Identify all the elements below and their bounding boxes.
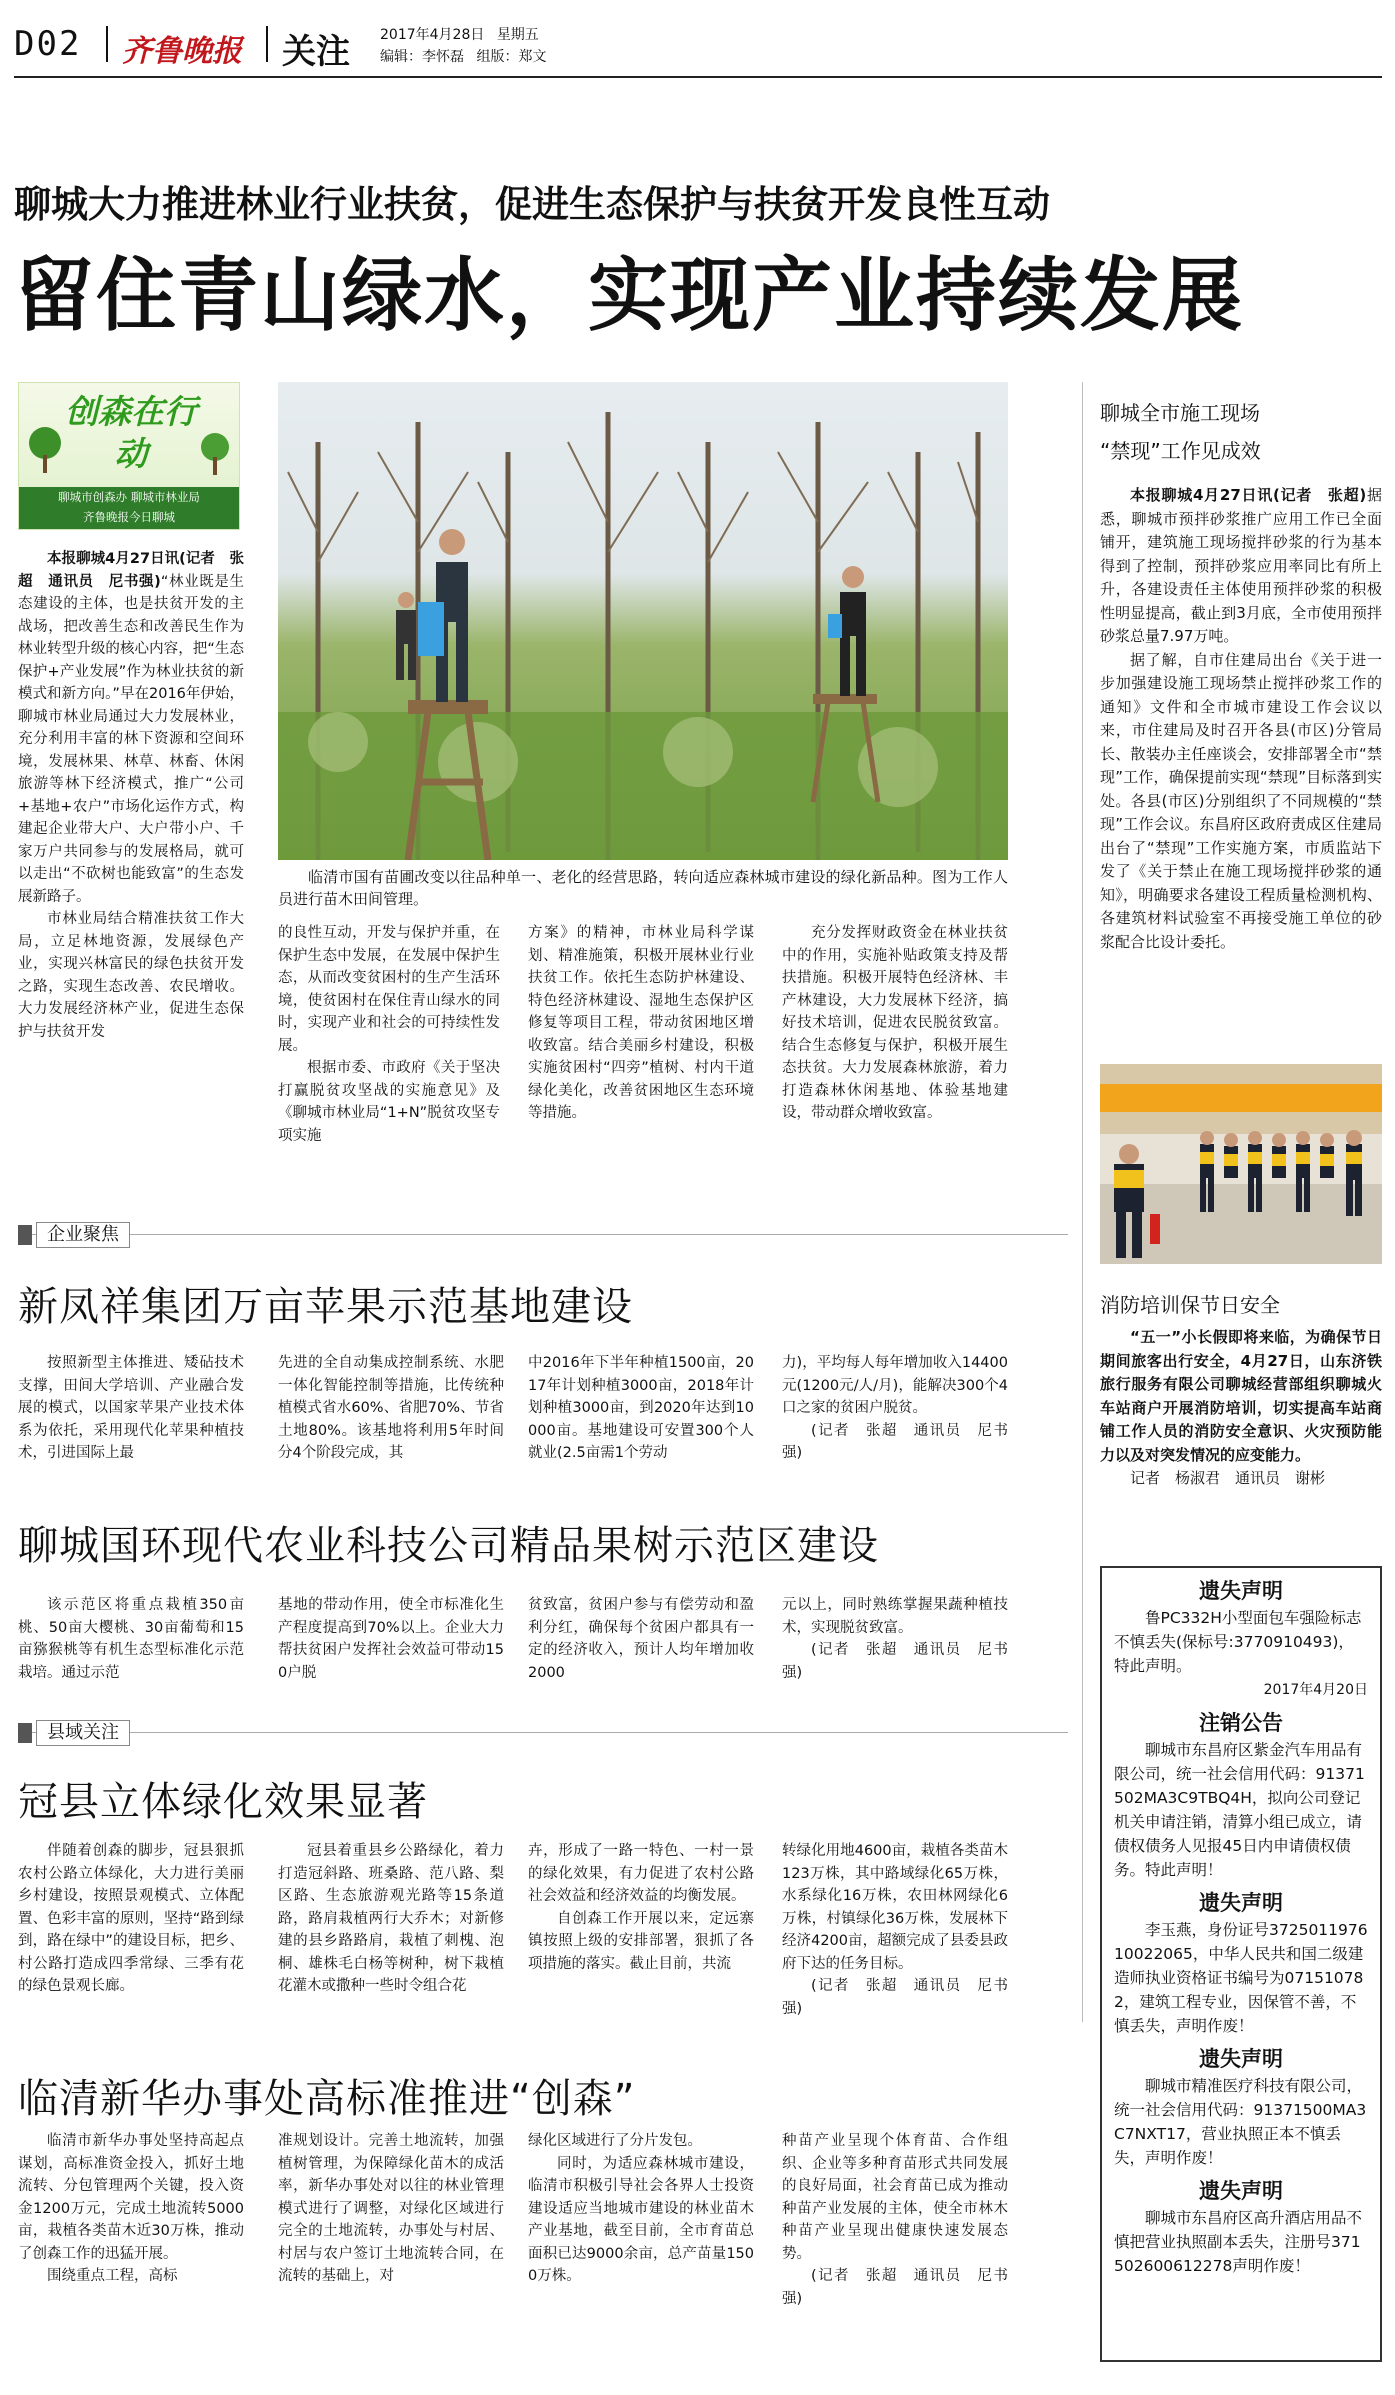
lead-text-p2: 根据市委、市政府《关于坚决打赢脱贫攻坚战的实施意见》及《聊城市林业局“1+N”脱贫攻坚专项实施 (278, 1060, 500, 1144)
divider (266, 26, 268, 62)
notice-title: 遗失声明 (1199, 1579, 1283, 1603)
article-col (18, 1594, 244, 1706)
dateline: 本报聊城4月27日讯(记者 张超 通讯员 尼书强) (18, 551, 244, 590)
article-text: 绿化区域进行了分片发包。 (528, 2133, 702, 2149)
masthead-rule (14, 76, 1382, 78)
paper-name-logo: 齐鲁晚报 (122, 34, 242, 69)
fire-title: 消防培训保节日安全 (1100, 1293, 1280, 1317)
section-line (18, 1234, 1068, 1235)
article-text: 元以上，同时熟练掌握果蔬种植技术，实现脱贫致富。 (782, 1597, 1008, 1636)
article-text: 种苗产业呈现个体育苗、合作组织、企业等多种育苗形式共同发展的良好局面，社会育苗已成为推动种苗产业发展的主体，使全市林木种苗产业呈现出健康快速发展态势。 (782, 2133, 1008, 2262)
logo-text: 创森在行动 (65, 392, 197, 473)
sidebar-title-1: 聊城全市施工现场 (1100, 401, 1260, 425)
section-tab-county (18, 1720, 1068, 1746)
lead-paragraph (18, 548, 244, 908)
notice-body: 李玉燕，身份证号372501197610022065，中华人民共和国二级建造师执业资格证书编号为071510782，建筑工程专业，因保管不善，不慎丢失，声明作废！ (1114, 1921, 1368, 2035)
article-col (278, 1840, 504, 2084)
article-title: 新凤祥集团万亩苹果示范基地建设 (18, 1284, 633, 1330)
article-text: 临清市新华办事处坚持高起点谋划，高标准资金投入，抓好土地流转、分包管理两个关键，投入资金1200万元，完成土地流转5000亩，栽植各类苗木近30万株，推动了创森工作的迅猛开展。 (18, 2133, 244, 2262)
lead-text-cont: 充分发挥财政资金在林业扶贫中的作用，实施补贴政策支持及帮扶措施。积极开展特色经济林、丰产林建设，大力发展林下经济，搞好技术培训，促进农民脱贫致富。结合生态修复与保护，积极开展生态扶贫。大力发展森林旅游，着力打造森林休闲基地、体验基地建设，带动群众增收致富。 (782, 925, 1008, 1121)
logo-caption-2: 齐鲁晚报今日聊城 (83, 510, 175, 524)
article-title: 聊城国环现代农业科技公司精品果树示范区建设 (18, 1523, 879, 1569)
notice-lost-1 (1114, 1576, 1368, 1702)
notice-lost-4 (1114, 2176, 1368, 2278)
article-text: 伴随着创森的脚步，冠县狠抓农村公路立体绿化，大力进行美丽乡村建设，按照景观模式、立体配置、色彩丰富的原则，坚持“路到绿到，路在绿中”的建设目标，把乡、村公路打造成四季常绿、三季有花的绿色景观长廊。 (18, 1843, 244, 1994)
article-text: 该示范区将重点栽植350亩桃、50亩大樱桃、30亩葡萄和15亩猕猴桃等有机生态型标准化示范栽培。通过示范 (18, 1597, 244, 1681)
lead-article-col-1 (18, 548, 244, 1188)
article-text: 同时，为适应森林城市建设，临清市积极引导社会各界人士投资建设适应当地城市建设的林业苗木产业基地，截至目前，全市育苗总面积已达9000余亩，总产苗量1500万株。 (528, 2155, 754, 2284)
lead-text-cont: 的良性互动，开发与保护并重，在保护生态中发展，在发展中保护生态，从而改变贫困村的生产生活环境，使贫困村在保住青山绿水的同时，实现产业和社会的可持续性发展。 (278, 925, 500, 1054)
notice-title: 遗失声明 (1199, 2047, 1283, 2071)
article-col (528, 1352, 754, 1512)
masthead (14, 20, 1384, 70)
article-text: 先进的全自动集成控制系统、水肥一体化智能控制等措施，比传统种植模式省水60%、省肥70%、节省土地80%。该基地将利用5年时间分4个阶段完成，其 (278, 1355, 504, 1461)
lead-article-col-4 (782, 922, 1008, 1188)
article-text: 按照新型主体推进、矮砧技术支撑，田间大学培训、产业融合发展的模式，以国家苹果产业技术体系为依托，采用现代化苹果种植技术，引进国际上最 (18, 1355, 244, 1461)
fire-training-photo (1100, 1064, 1382, 1264)
notice-body: 聊城市精准医疗科技有限公司，统一社会信用代码：91371500MA3C7NXT17，营业执照正本不慎丢失，声明作废！ (1114, 2077, 1367, 2167)
notice-lost-2 (1114, 1888, 1368, 2038)
article-col (782, 1840, 1008, 2084)
article-col (18, 1840, 244, 2084)
article-col (782, 1352, 1008, 1512)
article-text: 自创森工作开展以来，定远寨镇按照上级的安排部署，狠抓了各项措施的落实。截止目前，共流 (528, 1910, 754, 1972)
article-col (528, 1840, 754, 2084)
fire-article (1100, 1326, 1382, 1506)
section-label: 企业聚焦 (36, 1222, 130, 1248)
section-marker (18, 1723, 32, 1743)
article-text: 准规划设计。完善土地流转，加强植树管理，为保障绿化苗木的成活率，新华办事处对以往的林业管理模式进行了调整，对绿化区域进行完全的土地流转，办事处与村居、村居与农户签订土地流转合同，在流转的基础上，对 (278, 2133, 504, 2284)
date: 2017年4月28日 (380, 27, 485, 43)
article-col (278, 2130, 504, 2382)
sidebar-title-2: “禁现”工作见成效 (1100, 439, 1261, 463)
lead-headline: 留住青山绿水，实现产业持续发展 (14, 249, 1244, 342)
article-text: 转绿化用地4600亩，栽植各类苗木123万株，其中路域绿化65万株，水系绿化16万株，农田林网绿化6万株，村镇绿化36万株，发展林下经济4200亩，超额完成了县委县政府下达的任务目标。 (782, 1843, 1008, 1972)
photo-caption: 临清市国有苗圃改变以往品种单一、老化的经营思路，转向适应森林城市建设的绿化新品种。图为工作人员进行苗木田间管理。 (278, 868, 1008, 908)
editor: 编辑：李怀磊 (380, 49, 464, 65)
article-col (528, 1594, 754, 1706)
article-byline: (记者 张超 通讯员 尼书强) (782, 1642, 1008, 1681)
article-text: 基地的带动作用，使全市标准化生产程度提高到70%以上。企业大力帮扶贫困户发挥社会效益可带动150户脱 (278, 1597, 504, 1681)
article-col (782, 1594, 1008, 1706)
article-text: 贫致富，贫困户参与有偿劳动和盈利分红，确保每个贫困户都具有一定的经济收入，预计人均年增加收2000 (528, 1597, 754, 1681)
tree-icon (195, 431, 235, 477)
lead-article-col-3 (528, 922, 754, 1188)
staff-line (380, 46, 546, 66)
article-col (18, 1352, 244, 1512)
chuangsen-logo (18, 382, 240, 530)
section-marker (18, 1225, 32, 1245)
lead-text: “林业既是生态建设的主体，也是扶贫开发的主战场，把改善生态和改善民生作为林业转型升级的核心内容，把“生态保护+产业发展”作为林业扶贫的新模式和新方向。”早在2016年伊始，聊城市林业局通过大力发展林业，充分利用丰富的林下资源和空间环境，发展林果、林草、林畜、休闲旅游等林下经济模式，推广“公司+基地+农户”市场化运作方式，构建起企业带大户、大户带小户、千家万户共同参与的发展格局，就可以走出“不砍树也能致富”的生态发展新路子。 (18, 573, 244, 905)
notice-body: 聊城市东昌府区高升酒店用品不慎把营业执照副本丢失，注册号371502600612278声明作废！ (1114, 2209, 1363, 2275)
tree-icon (25, 425, 65, 475)
lead-kicker: 聊城大力推进林业行业扶贫，促进生态保护与扶贫开发良性互动 (14, 183, 1050, 226)
notice-title: 遗失声明 (1199, 1891, 1283, 1915)
sidebar-paragraph (1100, 484, 1382, 649)
lead-text-cont: 方案》的精神，市林业局科学谋划、精准施策，积极开展林业行业扶贫工作。依托生态防护林建设、特色经济林建设、湿地生态保护区修复等项目工程，带动贫困地区增收致富。结合美丽乡村建设，积极实施贫困村“四旁”植树、村内干道绿化美化，改善贫困地区生态环境等措施。 (528, 925, 754, 1121)
article-text: 卉，形成了一路一特色、一村一景的绿化效果，有力促进了农村公路社会效益和经济效益的均衡发展。 (528, 1843, 754, 1904)
article-text: 中2016年下半年种植1500亩，2017年计划种植3000亩，2018年计划种植3000亩，到2020年达到10000亩。基地建设可安置300个人就业(2.5亩需1个劳动 (528, 1355, 754, 1461)
article-text: 冠县着重县乡公路绿化，着力打造冠斜路、班桑路、范八路、梨区路、生态旅游观光路等15条道路，路肩栽植两行大乔木；对新修建的县乡路路肩，栽植了刺槐、泡桐、雄株毛白杨等树种，树下栽植花灌木或撒种一些时令组合花 (278, 1843, 504, 1994)
logo-band (19, 487, 239, 529)
divider (106, 26, 108, 62)
issue-date (380, 24, 539, 44)
article-text: 围绕重点工程，高标 (47, 2268, 178, 2284)
article-col (278, 1352, 504, 1512)
article-text: 力)，平均每人每年增加收入14400元(1200元/人/月)，能解决300个4口之家的贫困户脱贫。 (782, 1355, 1008, 1416)
notice-body: 聊城市东昌府区紫金汽车用品有限公司，统一社会信用代码：91371502MA3C9TBQ4H，拟向公司登记机关申请注销，清算小组已成立，请债权债务人见报45日内申请债权债务。特此声明！ (1114, 1741, 1365, 1879)
section-name: 关注 (282, 32, 350, 72)
lead-photo (278, 382, 1008, 860)
logo-caption-1: 聊城市创森办 聊城市林业局 (58, 490, 200, 504)
article-byline: (记者 张超 通讯员 尼书强) (782, 1422, 1008, 1461)
article-col (278, 1594, 504, 1706)
fire-text: “五一”小长假即将来临，为确保节日期间旅客出行安全，4月27日，山东济铁旅行服务有限公司聊城经营部组织聊城火车站商户开展消防培训，切实提高车站商铺工作人员的消防安全意识、火灾预防能力以及对突发情况的应变能力。 (1100, 1328, 1382, 1464)
notice-date: 2017年4月20日 (1263, 1682, 1368, 1698)
article-byline: (记者 张超 通讯员 尼书强) (782, 2268, 1008, 2307)
layout-editor: 组版：郑文 (476, 49, 547, 65)
notice-title: 遗失声明 (1199, 2179, 1283, 2203)
notice-title: 注销公告 (1199, 1711, 1283, 1735)
sidebar-text: 据悉，聊城市预拌砂浆推广应用工作已全面铺开，建筑施工现场搅拌砂浆的行为基本得到了控制，预拌砂浆应用率同比有所上升，各建设责任主体使用预拌砂浆的积极性明显提高，截止到3月底，全市使用预拌砂浆总量7.97万吨。 (1100, 486, 1382, 645)
notices-box (1100, 1566, 1382, 2362)
article-col (782, 2130, 1008, 2382)
section-tab-enterprise (18, 1222, 1068, 1248)
sidebar-paragraph-2: 据了解，自市住建局出台《关于进一步加强建设施工现场禁止搅拌砂浆工作的通知》文件和全市城市建设工作会议以来，市住建局及时召开各县(市区)分管局长、散装办主任座谈会，安排部署全市“禁现”工作，确保提前实现“禁现”目标落到实处。各县(市区)分别组织了不同规模的“禁现”工作会议。东昌府区政府责成区住建局出台了“禁现”工作实施方案，市质监站下发了《关于禁止在施工现场搅拌砂浆的通知》，明确要求各建设工程质量检测机构、各建筑材料试验室不再接受施工单位的砂浆配合比设计委托。 (1100, 650, 1382, 951)
dateline: 本报聊城4月27日讯(记者 张超) (1130, 486, 1367, 504)
article-col (18, 2130, 244, 2382)
page-number: D02 (14, 24, 82, 64)
article-title: 冠县立体绿化效果显著 (18, 1779, 428, 1825)
notice-body: 鲁PC332H小型面包车强险标志不慎丢失(保标号:3770910493)，特此声明。 (1114, 1609, 1362, 1675)
article-byline: (记者 张超 通讯员 尼书强) (782, 1978, 1008, 2017)
fire-byline: 记者 杨淑君 通讯员 谢彬 (1130, 1469, 1326, 1487)
notice-cancellation (1114, 1708, 1368, 1882)
article-title: 临清新华办事处高标准推进“创森” (18, 2076, 636, 2122)
article-col (528, 2130, 754, 2382)
sidebar-article (1100, 484, 1382, 1024)
notice-lost-3 (1114, 2044, 1368, 2170)
sidebar-rule (1082, 382, 1083, 2022)
section-label: 县域关注 (36, 1720, 130, 1746)
weekday: 星期五 (496, 27, 539, 43)
section-line (18, 1732, 1068, 1733)
lead-article-col-2 (278, 922, 500, 1188)
lead-paragraph-2: 市林业局结合精准扶贫工作大局，立足林地资源，发展绿色产业，实现兴林富民的绿色扶贫开发之路，实现生态改善、农民增收。大力发展经济林产业，促进生态保护与扶贫开发 (18, 911, 244, 1040)
